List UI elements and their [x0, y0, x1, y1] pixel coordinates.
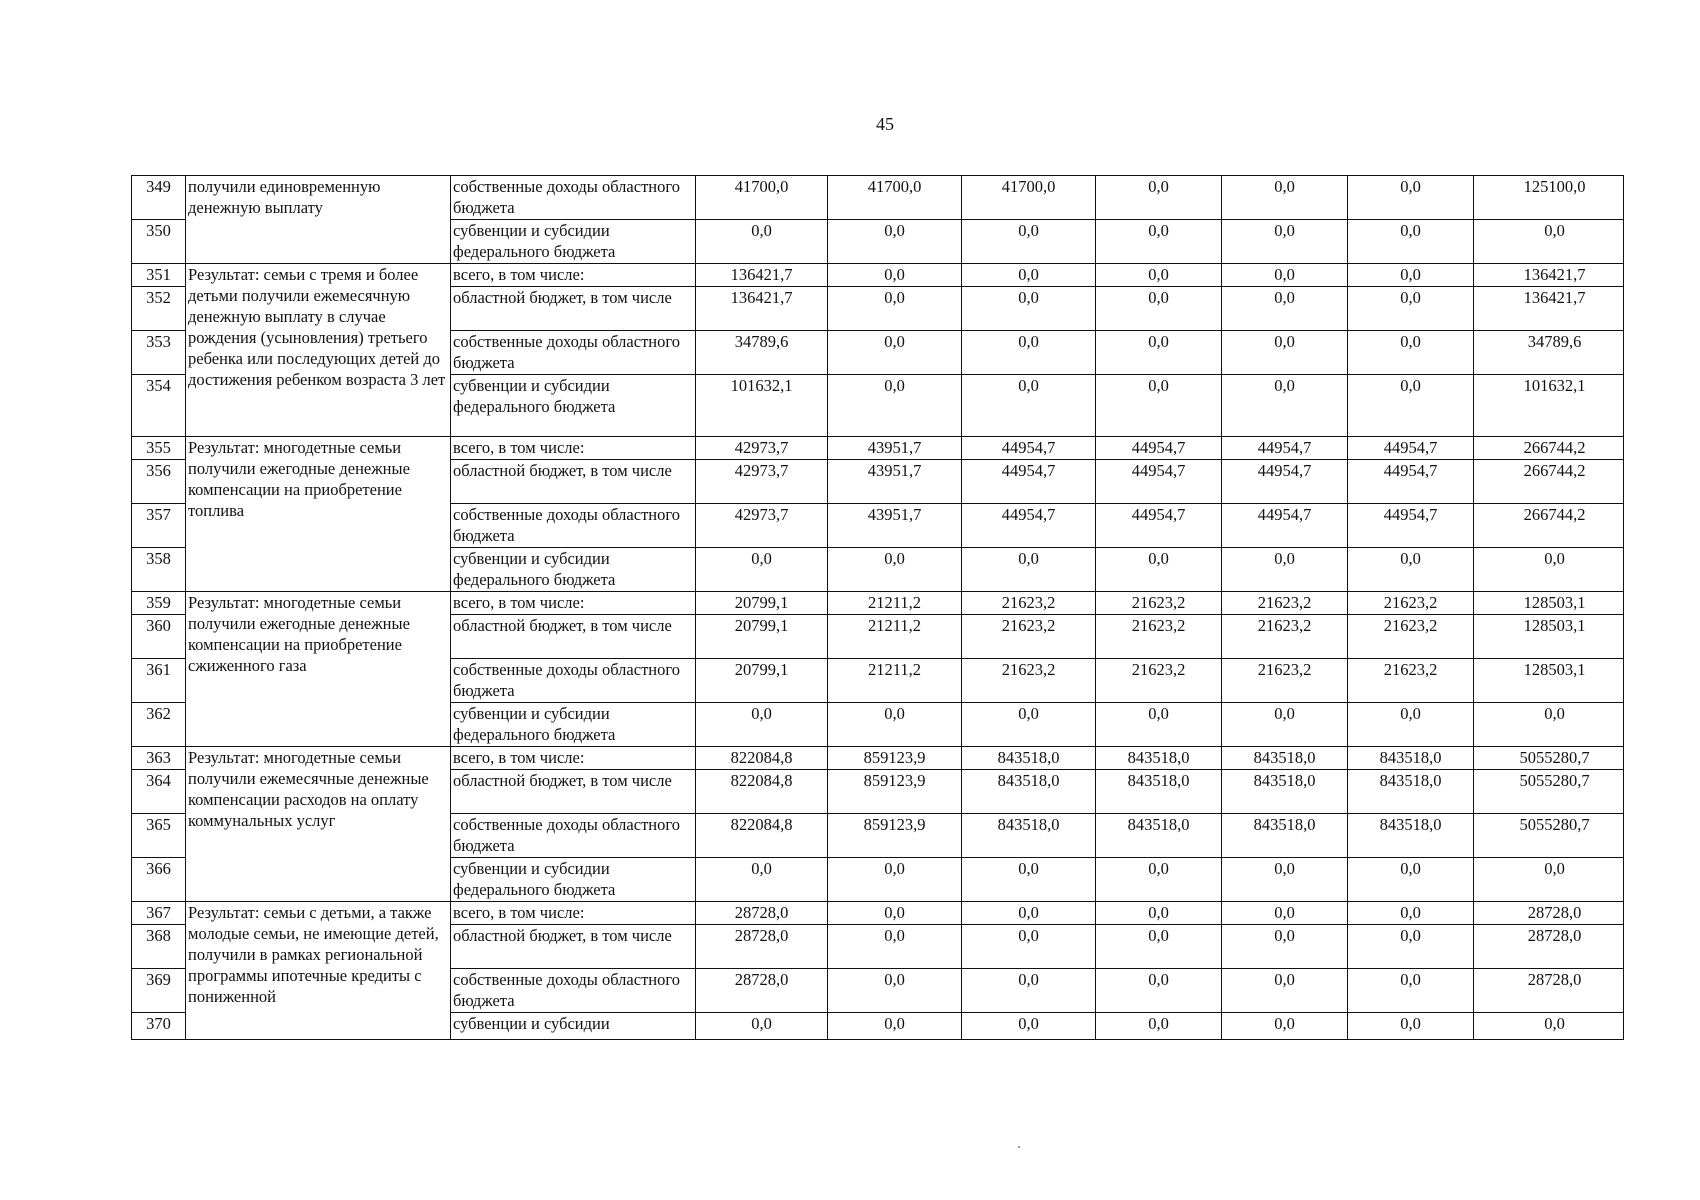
row-number: 365	[132, 814, 186, 858]
total-value: 0,0	[1474, 858, 1624, 902]
row-number: 356	[132, 460, 186, 504]
year-value: 0,0	[962, 969, 1096, 1013]
row-number: 355	[132, 437, 186, 460]
row-number: 359	[132, 592, 186, 615]
year-value: 21623,2	[962, 615, 1096, 659]
total-value: 34789,6	[1474, 331, 1624, 375]
year-value: 44954,7	[962, 460, 1096, 504]
year-value: 843518,0	[1096, 747, 1222, 770]
scan-speck	[1018, 1146, 1020, 1148]
year-value: 0,0	[1096, 220, 1222, 264]
year-value: 0,0	[1348, 902, 1474, 925]
year-value: 0,0	[962, 858, 1096, 902]
year-value: 0,0	[1222, 902, 1348, 925]
year-value: 843518,0	[1222, 814, 1348, 858]
total-value: 0,0	[1474, 220, 1624, 264]
total-value: 5055280,7	[1474, 814, 1624, 858]
table-row	[132, 902, 1624, 925]
year-value: 28728,0	[696, 925, 828, 969]
year-value: 843518,0	[1096, 770, 1222, 814]
total-value: 28728,0	[1474, 902, 1624, 925]
year-value: 41700,0	[962, 176, 1096, 220]
year-value: 0,0	[828, 548, 962, 592]
result-description: Результат: многодетные семьи получили ежегодные денежные компенсации на приобретение топлива	[186, 437, 451, 592]
year-value: 859123,9	[828, 770, 962, 814]
year-value: 0,0	[828, 220, 962, 264]
row-number: 363	[132, 747, 186, 770]
year-value: 44954,7	[1348, 437, 1474, 460]
year-value: 0,0	[1348, 176, 1474, 220]
row-number: 369	[132, 969, 186, 1013]
year-value: 21623,2	[1222, 659, 1348, 703]
total-value: 5055280,7	[1474, 747, 1624, 770]
budget-table-body	[132, 176, 1624, 1040]
total-value: 0,0	[1474, 548, 1624, 592]
row-number: 362	[132, 703, 186, 747]
year-value: 44954,7	[1348, 504, 1474, 548]
year-value: 843518,0	[962, 747, 1096, 770]
row-number: 368	[132, 925, 186, 969]
row-number: 357	[132, 504, 186, 548]
year-value: 0,0	[962, 548, 1096, 592]
total-value: 28728,0	[1474, 925, 1624, 969]
year-value: 822084,8	[696, 770, 828, 814]
year-value: 0,0	[828, 264, 962, 287]
year-value: 44954,7	[962, 504, 1096, 548]
year-value: 42973,7	[696, 437, 828, 460]
table-row	[132, 747, 1624, 770]
year-value: 0,0	[962, 1013, 1096, 1040]
year-value: 44954,7	[1096, 437, 1222, 460]
year-value: 0,0	[828, 902, 962, 925]
year-value: 0,0	[696, 220, 828, 264]
year-value: 0,0	[828, 287, 962, 331]
year-value: 843518,0	[1348, 747, 1474, 770]
row-number: 360	[132, 615, 186, 659]
year-value: 0,0	[1096, 375, 1222, 437]
year-value: 0,0	[1222, 858, 1348, 902]
year-value: 44954,7	[962, 437, 1096, 460]
funding-source: субвенции и субсидии федерального бюджета	[451, 375, 696, 437]
year-value: 843518,0	[1348, 814, 1474, 858]
year-value: 21623,2	[1222, 615, 1348, 659]
year-value: 21623,2	[1348, 592, 1474, 615]
year-value: 0,0	[1222, 1013, 1348, 1040]
year-value: 859123,9	[828, 747, 962, 770]
year-value: 0,0	[962, 287, 1096, 331]
year-value: 0,0	[1222, 331, 1348, 375]
year-value: 0,0	[1348, 969, 1474, 1013]
funding-source: областной бюджет, в том числе	[451, 460, 696, 504]
year-value: 0,0	[1096, 548, 1222, 592]
year-value: 0,0	[828, 925, 962, 969]
funding-source: субвенции и субсидии федерального бюджета	[451, 858, 696, 902]
year-value: 41700,0	[696, 176, 828, 220]
funding-source: всего, в том числе:	[451, 437, 696, 460]
year-value: 28728,0	[696, 902, 828, 925]
year-value: 136421,7	[696, 287, 828, 331]
year-value: 822084,8	[696, 814, 828, 858]
year-value: 0,0	[1348, 703, 1474, 747]
year-value: 21623,2	[1096, 615, 1222, 659]
year-value: 0,0	[1348, 375, 1474, 437]
table-row	[132, 592, 1624, 615]
year-value: 0,0	[1348, 264, 1474, 287]
total-value: 101632,1	[1474, 375, 1624, 437]
year-value: 0,0	[1096, 331, 1222, 375]
year-value: 859123,9	[828, 814, 962, 858]
year-value: 0,0	[962, 331, 1096, 375]
funding-source: областной бюджет, в том числе	[451, 925, 696, 969]
year-value: 28728,0	[696, 969, 828, 1013]
year-value: 0,0	[696, 1013, 828, 1040]
year-value: 0,0	[828, 969, 962, 1013]
funding-source: всего, в том числе:	[451, 902, 696, 925]
funding-source: всего, в том числе:	[451, 747, 696, 770]
year-value: 101632,1	[696, 375, 828, 437]
year-value: 42973,7	[696, 504, 828, 548]
result-description: Результат: многодетные семьи получили ежегодные денежные компенсации на приобретение сжиженного газа	[186, 592, 451, 747]
year-value: 0,0	[1222, 703, 1348, 747]
funding-source: субвенции и субсидии федерального бюджета	[451, 548, 696, 592]
year-value: 0,0	[1096, 925, 1222, 969]
year-value: 0,0	[828, 703, 962, 747]
year-value: 44954,7	[1222, 504, 1348, 548]
total-value: 266744,2	[1474, 437, 1624, 460]
funding-source: субвенции и субсидии	[451, 1013, 696, 1040]
year-value: 0,0	[1096, 176, 1222, 220]
year-value: 0,0	[1348, 858, 1474, 902]
year-value: 0,0	[1096, 287, 1222, 331]
year-value: 0,0	[1348, 287, 1474, 331]
total-value: 0,0	[1474, 1013, 1624, 1040]
row-number: 366	[132, 858, 186, 902]
result-description: получили единовременную денежную выплату	[186, 176, 451, 264]
total-value: 128503,1	[1474, 592, 1624, 615]
year-value: 0,0	[1222, 176, 1348, 220]
row-number: 353	[132, 331, 186, 375]
year-value: 0,0	[962, 925, 1096, 969]
year-value: 843518,0	[962, 770, 1096, 814]
row-number: 351	[132, 264, 186, 287]
funding-source: областной бюджет, в том числе	[451, 615, 696, 659]
year-value: 0,0	[1096, 858, 1222, 902]
year-value: 843518,0	[1222, 770, 1348, 814]
year-value: 0,0	[1222, 969, 1348, 1013]
year-value: 0,0	[1222, 925, 1348, 969]
year-value: 0,0	[1222, 548, 1348, 592]
year-value: 21623,2	[962, 659, 1096, 703]
year-value: 20799,1	[696, 615, 828, 659]
year-value: 21211,2	[828, 615, 962, 659]
row-number: 349	[132, 176, 186, 220]
year-value: 44954,7	[1096, 460, 1222, 504]
year-value: 0,0	[1348, 220, 1474, 264]
year-value: 21211,2	[828, 659, 962, 703]
funding-source: всего, в том числе:	[451, 264, 696, 287]
year-value: 44954,7	[1348, 460, 1474, 504]
year-value: 21623,2	[1096, 659, 1222, 703]
year-value: 44954,7	[1096, 504, 1222, 548]
year-value: 0,0	[1222, 287, 1348, 331]
year-value: 843518,0	[1348, 770, 1474, 814]
funding-source: всего, в том числе:	[451, 592, 696, 615]
row-number: 352	[132, 287, 186, 331]
total-value: 0,0	[1474, 703, 1624, 747]
year-value: 0,0	[828, 858, 962, 902]
year-value: 0,0	[962, 375, 1096, 437]
year-value: 0,0	[1096, 703, 1222, 747]
year-value: 21211,2	[828, 592, 962, 615]
total-value: 128503,1	[1474, 659, 1624, 703]
year-value: 0,0	[828, 331, 962, 375]
funding-source: собственные доходы областного бюджета	[451, 331, 696, 375]
funding-source: собственные доходы областного бюджета	[451, 659, 696, 703]
year-value: 136421,7	[696, 264, 828, 287]
year-value: 43951,7	[828, 504, 962, 548]
funding-source: субвенции и субсидии федерального бюджета	[451, 703, 696, 747]
year-value: 0,0	[1096, 264, 1222, 287]
budget-table	[131, 175, 1624, 1040]
year-value: 0,0	[1222, 220, 1348, 264]
year-value: 0,0	[962, 902, 1096, 925]
result-description: Результат: многодетные семьи получили ежемесячные денежные компенсации расходов на оплату коммунальных услуг	[186, 747, 451, 902]
table-row	[132, 437, 1624, 460]
total-value: 28728,0	[1474, 969, 1624, 1013]
year-value: 0,0	[696, 548, 828, 592]
year-value: 0,0	[962, 703, 1096, 747]
total-value: 136421,7	[1474, 287, 1624, 331]
row-number: 364	[132, 770, 186, 814]
year-value: 0,0	[962, 220, 1096, 264]
funding-source: собственные доходы областного бюджета	[451, 504, 696, 548]
row-number: 350	[132, 220, 186, 264]
year-value: 41700,0	[828, 176, 962, 220]
total-value: 125100,0	[1474, 176, 1624, 220]
year-value: 21623,2	[1348, 615, 1474, 659]
funding-source: субвенции и субсидии федерального бюджета	[451, 220, 696, 264]
year-value: 21623,2	[1222, 592, 1348, 615]
year-value: 0,0	[1096, 902, 1222, 925]
table-row	[132, 176, 1624, 220]
year-value: 0,0	[696, 703, 828, 747]
year-value: 843518,0	[1222, 747, 1348, 770]
year-value: 822084,8	[696, 747, 828, 770]
year-value: 0,0	[828, 1013, 962, 1040]
year-value: 43951,7	[828, 460, 962, 504]
year-value: 0,0	[696, 858, 828, 902]
funding-source: областной бюджет, в том числе	[451, 287, 696, 331]
total-value: 128503,1	[1474, 615, 1624, 659]
total-value: 136421,7	[1474, 264, 1624, 287]
row-number: 358	[132, 548, 186, 592]
year-value: 0,0	[828, 375, 962, 437]
funding-source: собственные доходы областного бюджета	[451, 814, 696, 858]
year-value: 21623,2	[1096, 592, 1222, 615]
table-row	[132, 264, 1624, 287]
year-value: 843518,0	[1096, 814, 1222, 858]
total-value: 266744,2	[1474, 460, 1624, 504]
funding-source: собственные доходы областного бюджета	[451, 969, 696, 1013]
year-value: 43951,7	[828, 437, 962, 460]
year-value: 0,0	[1096, 969, 1222, 1013]
funding-source: областной бюджет, в том числе	[451, 770, 696, 814]
result-description: Результат: семьи с тремя и более детьми получили ежемесячную денежную выплату в случае рождения (усыновления) третьего ребенка или последующих детей до достижения ребенком возраста 3 лет	[186, 264, 451, 437]
year-value: 0,0	[1348, 925, 1474, 969]
year-value: 42973,7	[696, 460, 828, 504]
year-value: 0,0	[1096, 1013, 1222, 1040]
result-description: Результат: семьи с детьми, а также молодые семьи, не имеющие детей, получили в рамках региональной программы ипотечные кредиты с пониженной	[186, 902, 451, 1040]
year-value: 20799,1	[696, 659, 828, 703]
year-value: 843518,0	[962, 814, 1096, 858]
total-value: 5055280,7	[1474, 770, 1624, 814]
year-value: 0,0	[1348, 331, 1474, 375]
year-value: 0,0	[1348, 1013, 1474, 1040]
year-value: 0,0	[1222, 375, 1348, 437]
year-value: 21623,2	[962, 592, 1096, 615]
year-value: 34789,6	[696, 331, 828, 375]
year-value: 0,0	[962, 264, 1096, 287]
year-value: 21623,2	[1348, 659, 1474, 703]
year-value: 0,0	[1348, 548, 1474, 592]
page-number: 45	[876, 114, 894, 134]
row-number: 361	[132, 659, 186, 703]
year-value: 44954,7	[1222, 437, 1348, 460]
row-number: 354	[132, 375, 186, 437]
year-value: 44954,7	[1222, 460, 1348, 504]
row-number: 370	[132, 1013, 186, 1040]
funding-source: собственные доходы областного бюджета	[451, 176, 696, 220]
year-value: 0,0	[1222, 264, 1348, 287]
row-number: 367	[132, 902, 186, 925]
total-value: 266744,2	[1474, 504, 1624, 548]
year-value: 20799,1	[696, 592, 828, 615]
